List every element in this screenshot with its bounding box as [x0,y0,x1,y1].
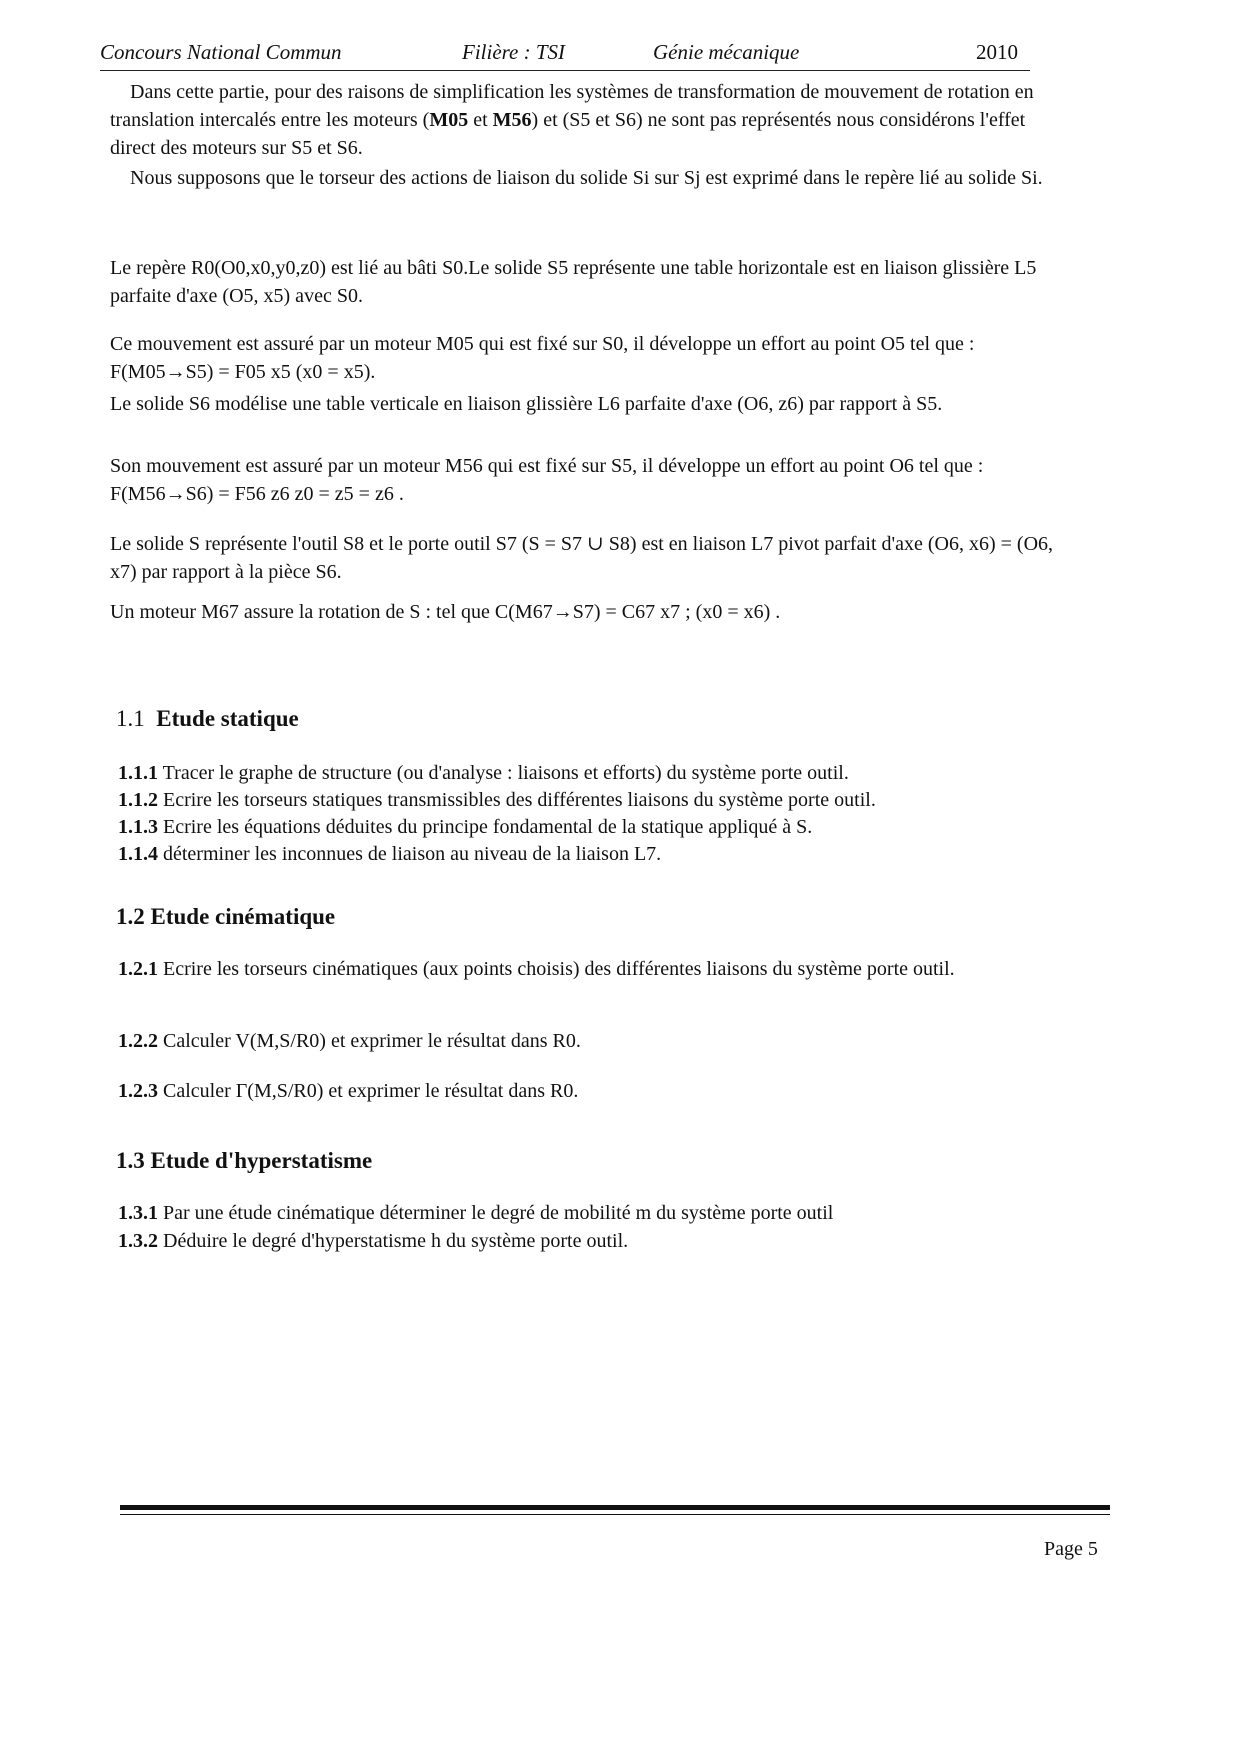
header-subject: Génie mécanique [653,40,800,64]
question-1-3-1: 1.3.1 Par une étude cinématique déterminer le degré de mobilité m du système porte outil [118,1202,834,1224]
header-filiere: Filière : TSI [462,40,566,64]
header-rule [100,70,1030,71]
question-1-3-2: 1.3.2 Déduire le degré d'hyperstatisme h du système porte outil. [118,1230,629,1252]
footer-rule-thick [120,1505,1110,1510]
page-header [100,40,1030,74]
header-year: 2010 [976,40,1018,64]
header-contest: Concours National Commun [100,40,342,64]
description-line-3: Le solide S6 modélise une table verticale en liaison glissière L6 parfaite d'axe (O6, z6) par rapport à S5. [110,393,943,415]
intro-paragraph-2: Nous supposons que le torseur des actions de liaison du solide Si sur Sj est exprimé dans le repère lié au solide Si. [130,167,1043,189]
question-1-2-1: 1.2.1 Ecrire les torseurs cinématiques (aux points choisis) des différentes liaisons du système porte outil. [118,958,955,980]
description-line-1: Le repère R0(O0,x0,y0,z0) est lié au bâti S0.Le solide S5 représente une table horizontale est en liaison glissière L5 parfaite d'axe (O5, x5) avec S0. [110,257,1037,307]
section-1-title: 1.1 Etude statique [116,706,299,731]
question-1-1-2: 1.1.2 Ecrire les torseurs statiques transmissibles des différentes liaisons du système porte outil. [118,789,876,811]
description-line-6: Un moteur M67 assure la rotation de S : tel que C(M67→S7) = C67 x7 ; (x0 = x6) . [110,601,781,623]
question-1-2-3: 1.2.3 Calculer Γ(M,S/R0) et exprimer le résultat dans R0. [118,1080,579,1102]
question-1-1-3: 1.1.3 Ecrire les équations déduites du principe fondamental de la statique appliqué à S. [118,816,813,838]
question-1-1-1: 1.1.1 Tracer le graphe de structure (ou d'analyse : liaisons et efforts) du système porte outil. [118,762,849,784]
description-line-2: Ce mouvement est assuré par un moteur M05 qui est fixé sur S0, il développe un effort au point O5 tel que : F(M05→S5) = F05 x5 (x0 = x5). [110,333,975,383]
intro-paragraph-1: Dans cette partie, pour des raisons de simplification les systèmes de transformation de mouvement de rotation en translation intercalés entre les moteurs (M05 et M56) et (S5 et S6) ne sont pas représentés nous considérons l'effet direct des moteurs sur S5 et S6. [110,81,1034,159]
section-2-title: 1.2 Etude cinématique [116,904,336,929]
question-1-1-4: 1.1.4 déterminer les inconnues de liaison au niveau de la liaison L7. [118,843,662,865]
footer-rule-thin [120,1514,1110,1515]
description-line-4: Son mouvement est assuré par un moteur M56 qui est fixé sur S5, il développe un effort au point O6 tel que : F(M56→S6) = F56 z6 z0 = z5 = z6 . [110,455,984,505]
section-3-title: 1.3 Etude d'hyperstatisme [116,1148,373,1173]
question-1-2-2: 1.2.2 Calculer V(M,S/R0) et exprimer le résultat dans R0. [118,1030,581,1052]
page-number: Page 5 [1044,1538,1098,1560]
description-line-5: Le solide S représente l'outil S8 et le porte outil S7 (S = S7 ∪ S8) est en liaison L7 pivot parfait d'axe (O6, x6) = (O6, x7) par rapport à la pièce S6. [110,533,1054,583]
